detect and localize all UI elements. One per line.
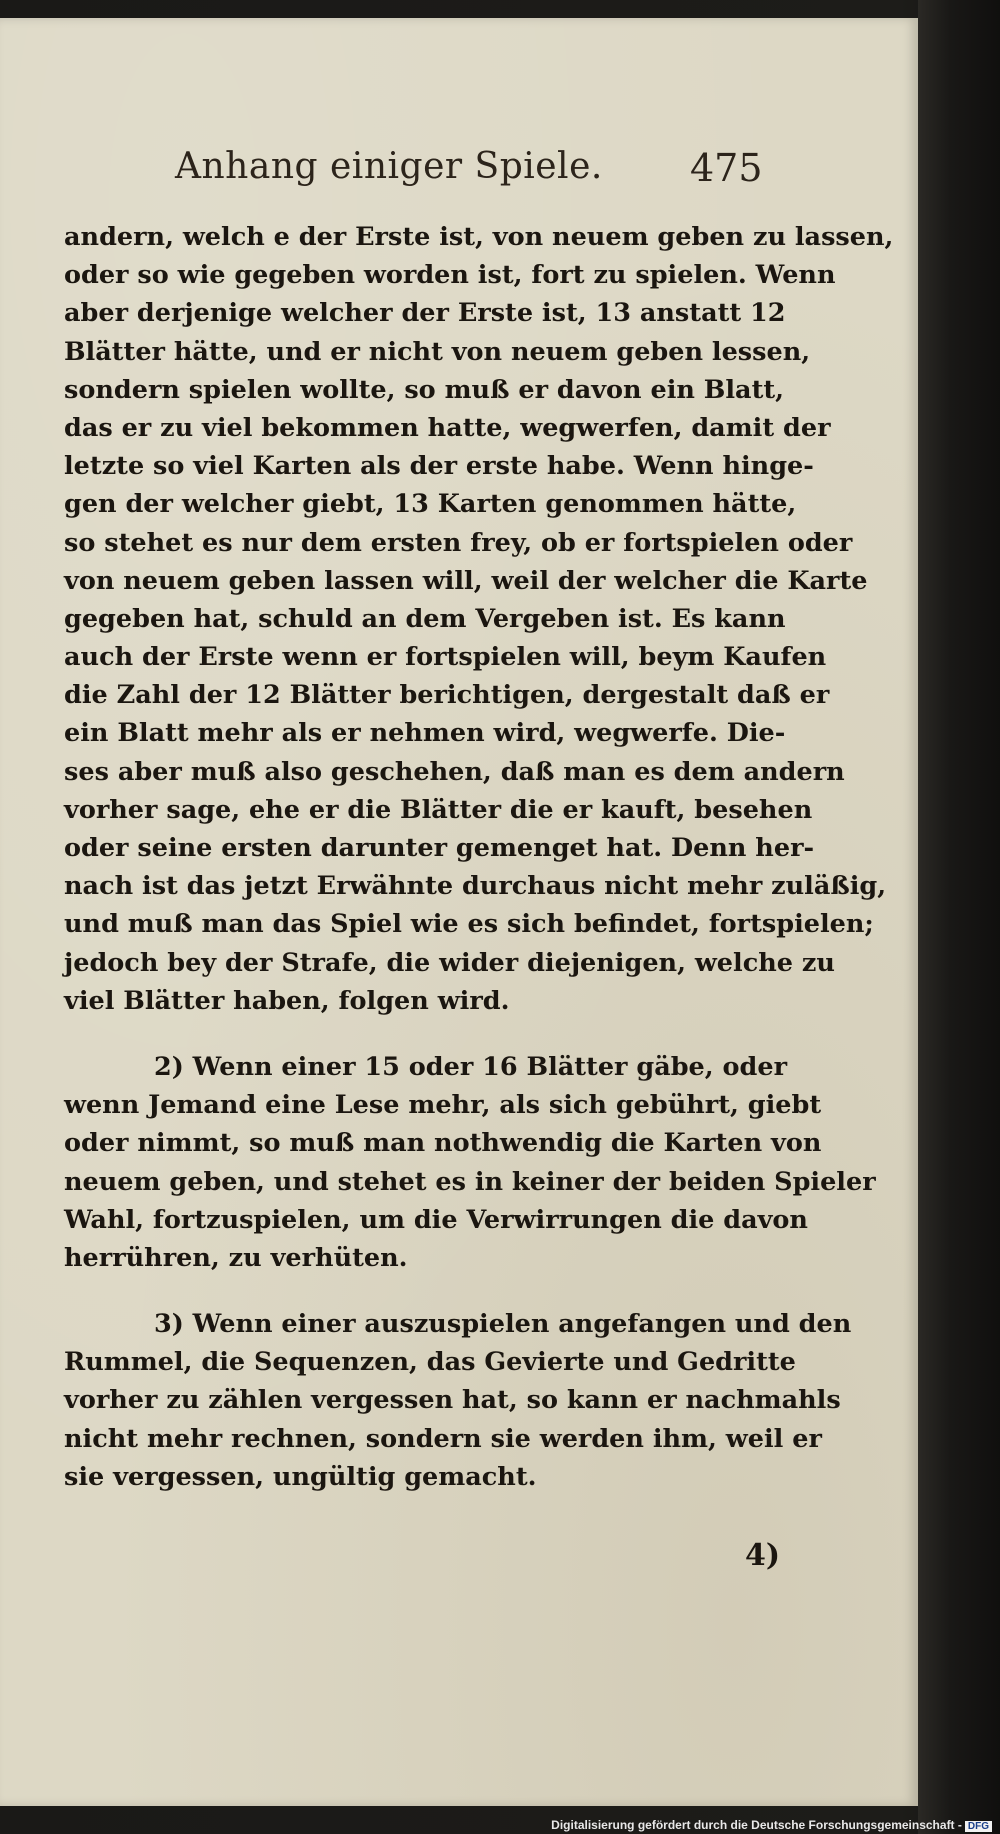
text-line: aber derjenige welcher der Erste ist, 13 anstatt 12 (64, 298, 786, 329)
book-page (0, 18, 918, 1806)
text-line: 2) Wenn einer 15 oder 16 Blätter gäbe, oder (154, 1051, 788, 1082)
text-line: das er zu viel bekommen hatte, wegwerfen, damit der (64, 412, 831, 443)
text-line: so stehet es nur dem ersten frey, ob er fortspielen oder (64, 527, 853, 558)
text-line: nicht mehr rechnen, sondern sie werden ihm, weil er (64, 1423, 822, 1454)
text-line: 3) Wenn einer auszuspielen angefangen und den (154, 1309, 852, 1340)
page-edge (918, 0, 1000, 1834)
text-line: ein Blatt mehr als er nehmen wird, wegwerfe. Die- (64, 718, 786, 749)
paragraph (64, 1048, 876, 1277)
digitization-credit (551, 1818, 992, 1832)
text-line: ses aber muß also geschehen, daß man es dem andern (64, 756, 845, 787)
text-line: von neuem geben lassen will, weil der welcher die Karte (64, 565, 868, 596)
text-line: oder nimmt, so muß man nothwendig die Karten von (64, 1128, 822, 1159)
text-line: wenn Jemand eine Lese mehr, als sich gebührt, giebt (64, 1090, 822, 1121)
text-line: vorher zu zählen vergessen hat, so kann er nachmahls (64, 1385, 841, 1416)
text-line: andern, welch e der Erste ist, von neuem geben zu lassen, (64, 222, 894, 252)
paragraph-gap (64, 1277, 776, 1305)
text-line: Blätter hätte, und er nicht von neuem geben lessen, (64, 336, 811, 367)
dfg-logo: DFG (965, 1821, 992, 1832)
text-line: herrühren, zu verhüten. (64, 1242, 408, 1273)
text-line: vorher sage, ehe er die Blätter die er kauft, besehen (64, 794, 813, 825)
text-line: jedoch bey der Strafe, die wider diejenigen, welche zu (64, 947, 835, 978)
running-head-title: Anhang einiger Spiele. (175, 146, 603, 187)
running-head (0, 136, 918, 196)
text-line: viel Blätter haben, folgen wird. (64, 985, 510, 1016)
text-line: sondern spielen wollte, so muß er davon ein Blatt, (64, 374, 785, 405)
paragraph (64, 1305, 852, 1496)
credit-text: Digitalisierung gefördert durch die Deutsche Forschungsgemeinschaft - (551, 1818, 962, 1832)
paragraph-gap (64, 1020, 776, 1048)
body-text (64, 218, 894, 1496)
paragraph (64, 218, 894, 1020)
text-line: oder seine ersten darunter gemenget hat. Denn her- (64, 833, 815, 863)
text-line: auch der Erste wenn er fortspielen will, beym Kaufen (64, 642, 827, 673)
text-line: letzte so viel Karten als der erste habe. Wenn hinge- (64, 451, 814, 482)
text-line: Rummel, die Sequenzen, das Gevierte und Gedritte (64, 1347, 796, 1378)
text-line: neuem geben, und stehet es in keiner der beiden Spieler (64, 1166, 876, 1197)
text-line: gegeben hat, schuld an dem Vergeben ist. Es kann (64, 603, 786, 634)
text-line: gen der welcher giebt, 13 Karten genommen hätte, (64, 489, 797, 520)
text-line: nach ist das jetzt Erwähnte durchaus nicht mehr zuläßig, (64, 871, 887, 902)
text-line: oder so wie gegeben worden ist, fort zu spielen. Wenn (64, 260, 836, 291)
text-line: und muß man das Spiel wie es sich befindet, fortspielen; (64, 909, 874, 940)
catchword: 4) (745, 1538, 781, 1573)
page-number: 475 (690, 146, 763, 190)
text-line: Wahl, fortzuspielen, um die Verwirrungen die davon (64, 1204, 808, 1235)
text-line: die Zahl der 12 Blätter berichtigen, dergestalt daß er (64, 680, 830, 711)
text-line: sie vergessen, ungültig gemacht. (64, 1461, 537, 1492)
